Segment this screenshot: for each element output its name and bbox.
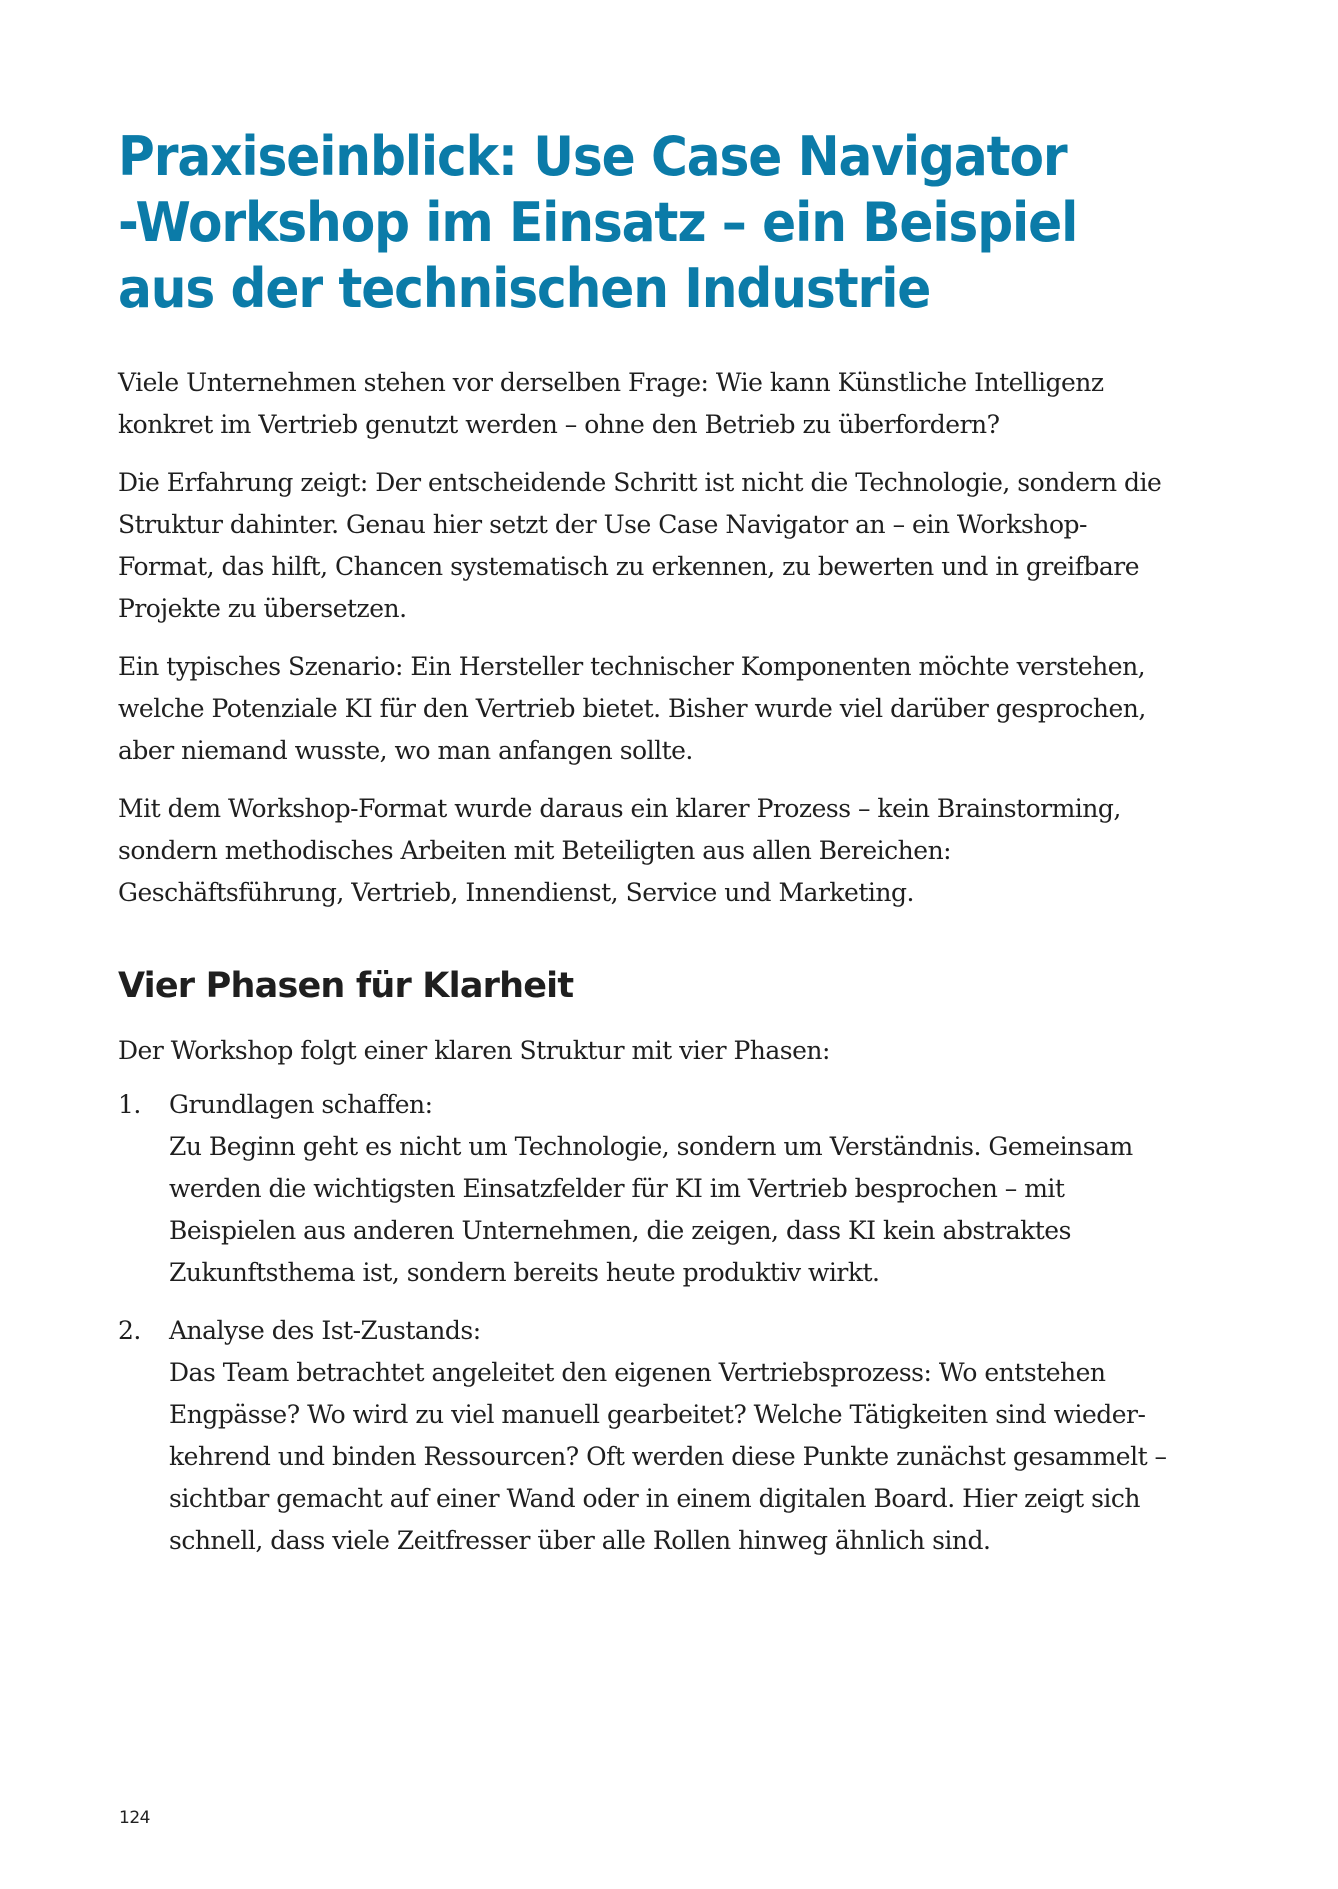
- title-line: aus der technischen Industrie: [118, 257, 931, 320]
- page-title: [118, 124, 1160, 322]
- phase-number: 2.: [118, 1316, 141, 1345]
- phase-item: [118, 1310, 1178, 1562]
- body-text: [118, 362, 1178, 1562]
- phase-list: [118, 1084, 1178, 1562]
- paragraph: Viele Unternehmen stehen vor derselben Frage: Wie kann Künstliche Intelligenz konkret im Vertrieb genutzt werden – ohne den Betrieb zu überfordern?: [118, 368, 1104, 439]
- title-line: -Workshop im Einsatz – ein Beispiel: [118, 191, 1078, 254]
- phase-text: Das Team betrachtet angeleitet den eigenen Vertriebsprozess: Wo entstehen Engpässe? Wo wird zu viel manuell gearbeitet? Welche Tätigkeiten sind wieder-kehrend und binden Ressourcen? Oft werden diese Punkte zunächst gesammelt – sichtbar gemacht auf einer Wand oder in einem digitalen Board. Hier zeigt sich schnell, dass viele Zeitfresser über alle Rollen hinweg ähnlich sind.: [169, 1358, 1167, 1555]
- page-number: 124: [119, 1808, 150, 1828]
- phase-item: [118, 1084, 1178, 1294]
- phase-title: Analyse des Ist-Zustands:: [169, 1316, 481, 1345]
- phase-number: 1.: [118, 1090, 141, 1119]
- title-line: Praxiseinblick: Use Case Navigator: [118, 125, 1067, 188]
- document-page: [118, 124, 1178, 1578]
- phase-text: Zu Beginn geht es nicht um Technologie, sondern um Verständnis. Gemeinsam werden die wichtigsten Einsatzfelder für KI im Vertrieb besprochen – mit Beispielen aus anderen Unternehmen, die zeigen, dass KI kein abstraktes Zukunftsthema ist, sondern bereits heute produktiv wirkt.: [169, 1132, 1133, 1287]
- paragraph: Ein typisches Szenario: Ein Hersteller technischer Komponenten möchte verstehen, welche Potenziale KI für den Vertrieb bietet. Bisher wurde viel darüber gesprochen, aber niemand wusste, wo man anfangen sollte.: [118, 652, 1146, 765]
- paragraph: Mit dem Workshop-Format wurde daraus ein klarer Prozess – kein Brainstorming, sondern methodisches Arbeiten mit Beteiligten aus allen Bereichen: Geschäftsführung, Vertrieb, Innendienst, Service und Marketing.: [118, 794, 1121, 907]
- section-intro: Der Workshop folgt einer klaren Struktur mit vier Phasen:: [118, 1036, 830, 1065]
- phase-title: Grundlagen schaffen:: [169, 1090, 433, 1119]
- section-heading: Vier Phasen für Klarheit: [118, 966, 574, 1006]
- paragraph: Die Erfahrung zeigt: Der entscheidende Schritt ist nicht die Technologie, sondern die Struktur dahinter. Genau hier setzt der Use Case Navigator an – ein Workshop-Format, das hilft, Chancen systematisch zu erkennen, zu bewerten und in greifbare Projekte zu übersetzen.: [118, 468, 1162, 623]
